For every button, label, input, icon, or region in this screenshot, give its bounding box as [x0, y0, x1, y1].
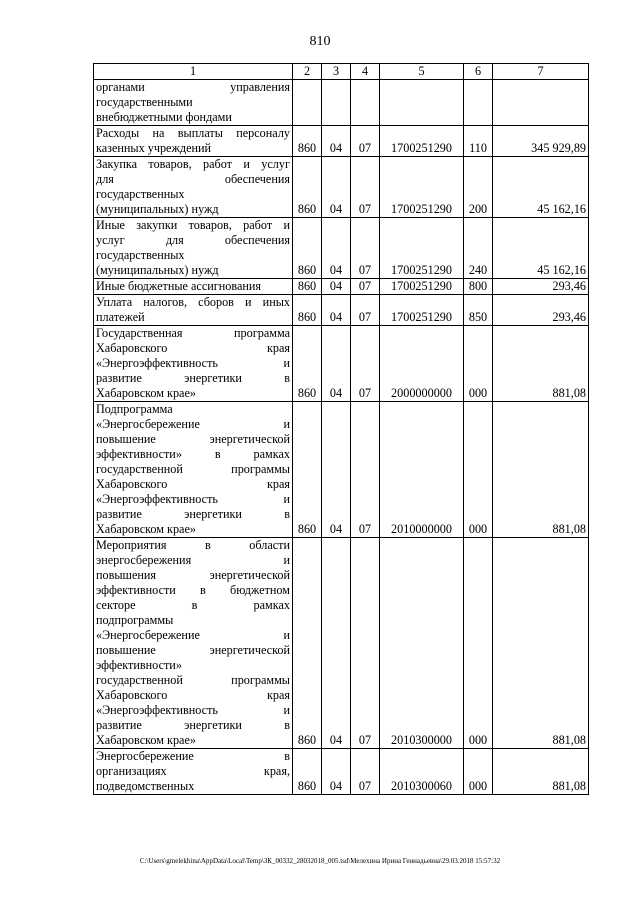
header-cell: 7 [493, 64, 589, 80]
section-code-cell: 04 [322, 157, 351, 218]
admin-code-cell: 860 [293, 749, 322, 795]
expense-type-cell: 000 [464, 402, 493, 538]
row-name-cell [94, 279, 293, 295]
row-name-cell [94, 538, 293, 749]
target-article-cell: 2000000000 [380, 326, 464, 402]
row-name-line: государственной программы [96, 462, 290, 476]
table-row [94, 80, 589, 126]
table-row [94, 295, 589, 326]
row-name-line: Хабаровском крае» [96, 733, 196, 747]
row-name-line: (муниципальных) нужд [96, 263, 219, 277]
row-name-line: Государственная программа [96, 326, 290, 340]
row-name-cell [94, 126, 293, 157]
row-name-line: Иные бюджетные ассигнования [96, 279, 262, 293]
row-name-line: (муниципальных) нужд [96, 202, 219, 216]
target-article-cell: 2010300000 [380, 538, 464, 749]
table-row [94, 126, 589, 157]
subsection-code-cell: 07 [351, 326, 380, 402]
row-name-cell [94, 80, 293, 126]
section-code-cell: 04 [322, 279, 351, 295]
section-code-cell: 04 [322, 295, 351, 326]
row-name-line: энергосбережения и [96, 553, 290, 567]
amount-cell: 293,46 [493, 295, 589, 326]
section-code-cell: 04 [322, 402, 351, 538]
row-name-line: Хабаровского края [96, 477, 290, 491]
expense-type-cell: 110 [464, 126, 493, 157]
expense-type-cell [464, 80, 493, 126]
subsection-code-cell [351, 80, 380, 126]
amount-cell: 881,08 [493, 538, 589, 749]
target-article-cell: 2010000000 [380, 402, 464, 538]
row-name-line: «Энергоэффективность и [96, 703, 290, 717]
row-name-line: организациях края, [96, 764, 290, 778]
row-name-line: платежей [96, 310, 145, 324]
row-name-line: «Энергоэффективность и [96, 356, 290, 370]
row-name-line: «Энергосбережение и [96, 628, 290, 642]
amount-cell: 881,08 [493, 749, 589, 795]
row-name-cell [94, 295, 293, 326]
row-name-cell [94, 326, 293, 402]
subsection-code-cell: 07 [351, 402, 380, 538]
expense-type-cell: 000 [464, 326, 493, 402]
amount-cell: 293,46 [493, 279, 589, 295]
row-name-line: Хабаровского края [96, 341, 290, 355]
admin-code-cell [293, 80, 322, 126]
row-name-line: казенных учреждений [96, 141, 212, 155]
row-name-line: внебюджетными фондами [96, 110, 232, 124]
table-row [94, 749, 589, 795]
header-cell: 4 [351, 64, 380, 80]
file-path-footer: C:\Users\gmelekhina\AppData\Local\Temp\ЗК_00332_28032018_005.tsd\Мелехина Ирина Геннадьевна\29.03.2018 15:57:32 [139, 857, 501, 865]
page-number: 810 [309, 34, 331, 49]
row-name-line: подпрограммы [96, 613, 174, 627]
header-cell: 1 [94, 64, 293, 80]
subsection-code-cell: 07 [351, 218, 380, 279]
row-name-line: повышения энергетической [96, 568, 290, 582]
expense-type-cell: 800 [464, 279, 493, 295]
section-code-cell: 04 [322, 126, 351, 157]
admin-code-cell: 860 [293, 538, 322, 749]
row-name-line: эффективности» [96, 658, 182, 672]
section-code-cell: 04 [322, 538, 351, 749]
row-name-line: Уплата налогов, сборов и иных [96, 295, 290, 309]
section-code-cell [322, 80, 351, 126]
table-row [94, 279, 589, 295]
row-name-line: услуг для обеспечения [96, 233, 290, 247]
target-article-cell: 1700251290 [380, 279, 464, 295]
target-article-cell: 1700251290 [380, 157, 464, 218]
amount-cell: 45 162,16 [493, 218, 589, 279]
target-article-cell: 1700251290 [380, 126, 464, 157]
row-name-line: развитие энергетики в [96, 718, 290, 732]
table-row [94, 402, 589, 538]
row-name-line: Хабаровском крае» [96, 522, 196, 536]
row-name-line: государственных [96, 248, 185, 262]
amount-cell: 881,08 [493, 326, 589, 402]
row-name-line: Энергосбережение в [96, 749, 290, 763]
row-name-line: Хабаровского края [96, 688, 290, 702]
subsection-code-cell: 07 [351, 538, 380, 749]
row-name-cell [94, 218, 293, 279]
admin-code-cell: 860 [293, 279, 322, 295]
subsection-code-cell: 07 [351, 749, 380, 795]
amount-cell: 881,08 [493, 402, 589, 538]
expense-type-cell: 240 [464, 218, 493, 279]
row-name-line: подведомственных [96, 779, 195, 793]
target-article-cell: 1700251290 [380, 218, 464, 279]
admin-code-cell: 860 [293, 295, 322, 326]
admin-code-cell: 860 [293, 326, 322, 402]
table-row [94, 218, 589, 279]
subsection-code-cell: 07 [351, 157, 380, 218]
amount-cell [493, 80, 589, 126]
row-name-line: органами управления [96, 80, 290, 94]
expense-type-cell: 000 [464, 538, 493, 749]
row-name-line: развитие энергетики в [96, 507, 290, 521]
row-name-line: государственными [96, 95, 193, 109]
row-name-line: Мероприятия в области [96, 538, 290, 552]
header-cell: 2 [293, 64, 322, 80]
table-row [94, 326, 589, 402]
section-code-cell: 04 [322, 218, 351, 279]
row-name-line: развитие энергетики в [96, 371, 290, 385]
admin-code-cell: 860 [293, 126, 322, 157]
row-name-line: Хабаровском крае» [96, 386, 196, 400]
header-cell: 6 [464, 64, 493, 80]
section-code-cell: 04 [322, 326, 351, 402]
target-article-cell [380, 80, 464, 126]
row-name-line: повышение энергетической [96, 432, 290, 446]
subsection-code-cell: 07 [351, 126, 380, 157]
header-cell: 5 [380, 64, 464, 80]
row-name-line: эффективности» в рамках [96, 447, 290, 461]
table-body [94, 80, 589, 795]
amount-cell: 345 929,89 [493, 126, 589, 157]
row-name-line: повышение энергетической [96, 643, 290, 657]
row-name-line: «Энергосбережение и [96, 417, 290, 431]
row-name-cell [94, 402, 293, 538]
row-name-line: Расходы на выплаты персоналу [96, 126, 290, 140]
subsection-code-cell: 07 [351, 279, 380, 295]
row-name-line: государственной программы [96, 673, 290, 687]
row-name-line: Закупка товаров, работ и услуг [96, 157, 290, 171]
row-name-line: Подпрограмма [96, 402, 173, 416]
admin-code-cell: 860 [293, 218, 322, 279]
row-name-line: «Энергоэффективность и [96, 492, 290, 506]
table-row [94, 538, 589, 749]
expense-type-cell: 000 [464, 749, 493, 795]
row-name-cell [94, 749, 293, 795]
row-name-line: Иные закупки товаров, работ и [96, 218, 290, 232]
amount-cell: 45 162,16 [493, 157, 589, 218]
subsection-code-cell: 07 [351, 295, 380, 326]
admin-code-cell: 860 [293, 402, 322, 538]
row-name-line: для обеспечения [96, 172, 290, 186]
expense-type-cell: 200 [464, 157, 493, 218]
admin-code-cell: 860 [293, 157, 322, 218]
target-article-cell: 1700251290 [380, 295, 464, 326]
row-name-line: государственных [96, 187, 185, 201]
expense-type-cell: 850 [464, 295, 493, 326]
row-name-cell [94, 157, 293, 218]
row-name-line: секторе в рамках [96, 598, 290, 612]
header-cell: 3 [322, 64, 351, 80]
table-row [94, 157, 589, 218]
budget-table [93, 63, 589, 795]
section-code-cell: 04 [322, 749, 351, 795]
table-header-row [94, 64, 589, 80]
row-name-line: эффективности в бюджетном [96, 583, 290, 597]
target-article-cell: 2010300060 [380, 749, 464, 795]
